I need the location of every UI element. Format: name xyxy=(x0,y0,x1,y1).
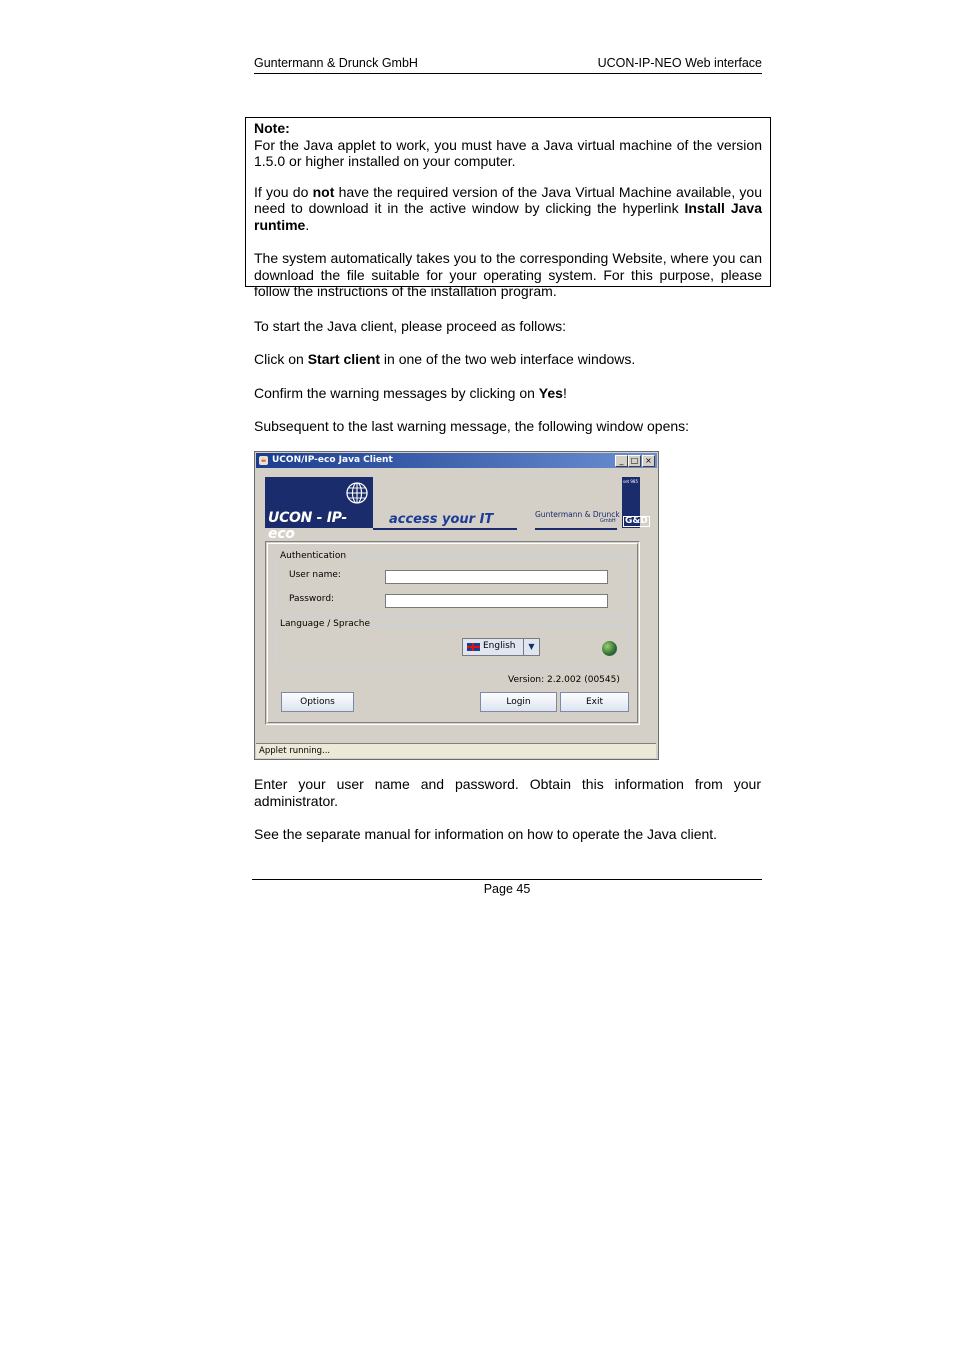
p2-bold: Start client xyxy=(307,351,381,367)
login-button[interactable]: Login xyxy=(480,692,557,712)
language-label: Language / Sprache xyxy=(280,619,370,629)
gd-badge-mark: G&D xyxy=(625,516,648,526)
p3-text-a: Confirm the warning messages by clicking on xyxy=(254,385,539,401)
note-paragraph-3: The system automatically takes you to the corresponding Website, where you can download the file suitable for your operating system. For this purpose, please follow the instructions of the installation program. xyxy=(254,250,762,299)
note-box xyxy=(245,117,771,299)
p3-text-c: ! xyxy=(562,385,567,401)
username-label: User name: xyxy=(289,570,341,580)
p2-text-c: in one of the two web interface windows. xyxy=(380,351,636,367)
company-suffix: GmbH xyxy=(600,518,616,524)
language-select[interactable] xyxy=(462,638,540,656)
world-icon xyxy=(602,641,617,656)
ucon-logo-banner xyxy=(265,477,373,542)
body-paragraph-3 xyxy=(254,385,761,402)
window-title: UCON/IP-eco Java Client xyxy=(272,455,393,465)
close-button[interactable]: × xyxy=(642,455,655,467)
note-paragraph-2 xyxy=(254,184,762,234)
body-paragraph-4: Subsequent to the last warning message, the following window opens: xyxy=(254,418,690,434)
note-paragraph-1: For the Java applet to work, you must have a Java virtual machine of the version 1.5.0 or higher installed on your computer. xyxy=(254,136,762,169)
window-titlebar[interactable] xyxy=(256,453,657,468)
note-p2-bold-not: not xyxy=(312,183,335,200)
gd-logo xyxy=(622,477,648,528)
body-paragraph-6: See the separate manual for information on how to operate the Java client. xyxy=(254,826,718,842)
p3-bold: Yes xyxy=(538,385,563,401)
password-label: Password: xyxy=(289,594,335,604)
authentication-label: Authentication xyxy=(280,551,347,561)
company-name: Guntermann & Drunck xyxy=(535,510,620,519)
tagline-underline xyxy=(373,528,517,530)
version-text: Version: 2.2.002 (00545) xyxy=(508,675,620,685)
language-group xyxy=(276,625,630,668)
globe-icon xyxy=(346,482,368,504)
product-logo-text: UCON - IP-eco xyxy=(268,510,347,542)
note-p2-text-c: have the required version of the Java Virtual Machine available, you need to download it in the active window by clicking the hyperlink xyxy=(254,183,763,216)
tagline: access your IT xyxy=(389,512,494,527)
gd-badge-top: set 985 xyxy=(623,479,639,484)
maximize-button[interactable]: □ xyxy=(628,455,641,467)
options-button[interactable]: Options xyxy=(281,692,354,712)
chevron-down-icon[interactable]: ▼ xyxy=(523,639,539,655)
java-icon: ☕ xyxy=(260,456,267,464)
password-input[interactable] xyxy=(385,594,608,608)
java-client-window xyxy=(254,451,659,760)
p2-text-a: Click on xyxy=(254,351,308,367)
exit-button[interactable]: Exit xyxy=(560,692,629,712)
note-title: Note: xyxy=(254,120,290,136)
body-paragraph-1: To start the Java client, please proceed as follows: xyxy=(254,318,567,334)
page-footer xyxy=(252,879,762,896)
username-input[interactable] xyxy=(385,570,608,584)
uk-flag-icon xyxy=(467,643,480,651)
page-number: Page 45 xyxy=(483,882,531,896)
header-company: Guntermann & Drunck GmbH xyxy=(254,56,418,70)
note-p2-bold-link: Install Java runtime xyxy=(254,200,762,233)
note-p2-text-e: . xyxy=(305,216,310,233)
body-paragraph-5: Enter your user name and password. Obtain this information from your administrator. xyxy=(254,776,761,809)
header-product: UCON-IP-NEO Web interface xyxy=(597,56,762,70)
language-selected: English xyxy=(483,641,516,651)
status-bar: Applet running... xyxy=(256,743,656,758)
body-paragraph-2 xyxy=(254,351,761,368)
company-underline xyxy=(535,528,617,530)
note-p2-text-a: If you do xyxy=(254,183,313,200)
minimize-button[interactable]: _ xyxy=(615,455,628,467)
page-header xyxy=(254,55,762,74)
